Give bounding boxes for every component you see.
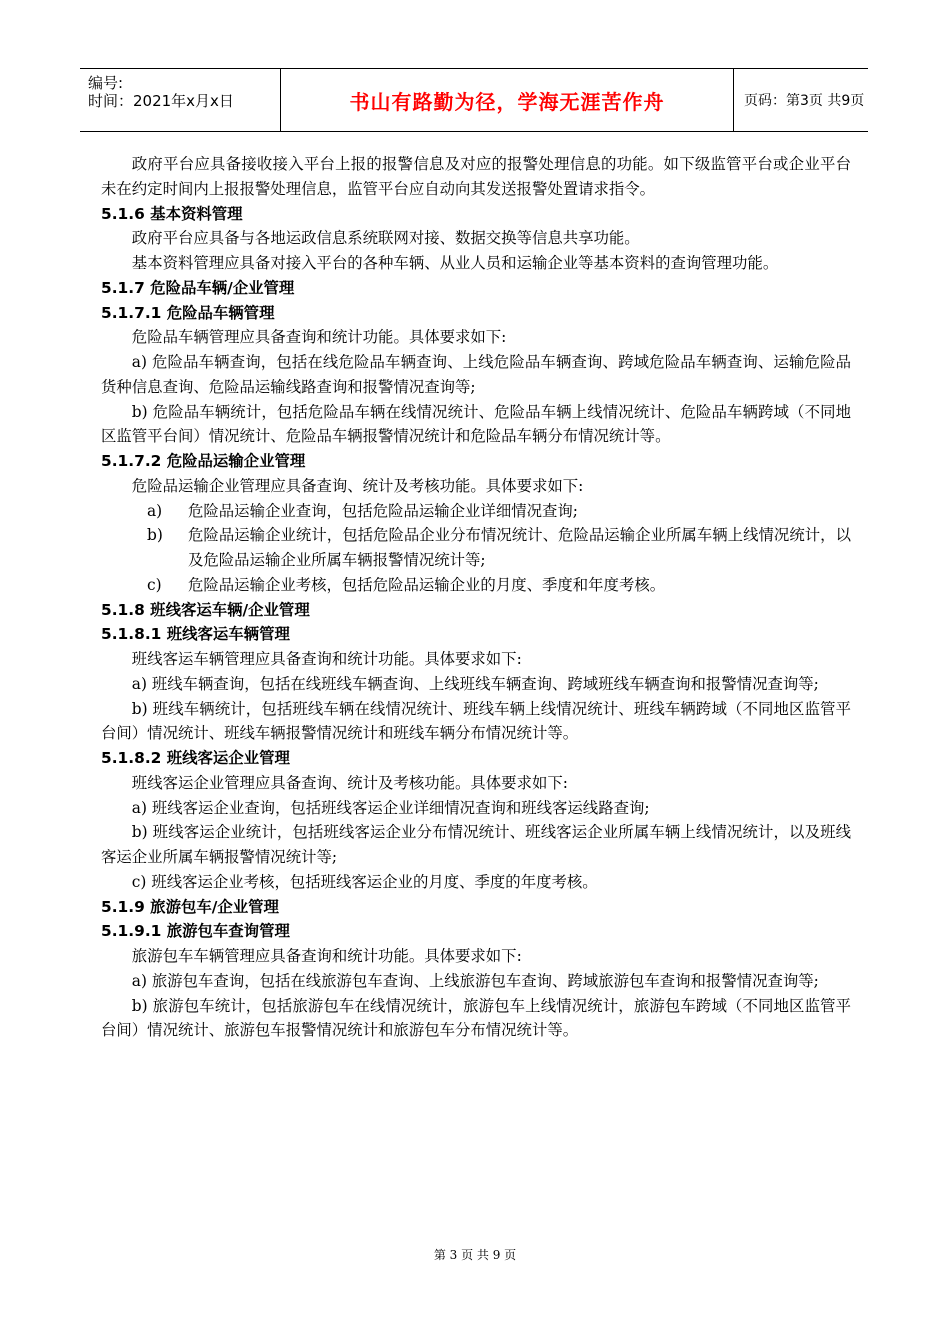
paragraph: 政府平台应具备接收接入平台上报的报警信息及对应的报警处理信息的功能。如下级监管平台或企业平台未在约定时间内上报报警处理信息，监管平台应自动向其发送报警处置请求指令。 <box>101 155 851 198</box>
list-item-text: 危险品运输企业考核，包括危险品运输企业的月度、季度和年度考核。 <box>188 575 666 594</box>
header-page-number: 页码：第3页 共9页 <box>744 93 865 109</box>
list-paragraph: b) 班线客运企业统计，包括班线客运企业分布情况统计、班线客运企业所属车辆上线情况统计，以及班线客运企业所属车辆报警情况统计等; <box>101 823 851 866</box>
paragraph: 基本资料管理应具备对接入平台的各种车辆、从业人员和运输企业等基本资料的查询管理功能。 <box>131 254 779 272</box>
list-marker: a) <box>147 501 163 520</box>
paragraph: 班线客运企业管理应具备查询、统计及考核功能。具体要求如下: <box>131 773 568 792</box>
subsection-heading: 5.1.7.2 危险品运输企业管理 <box>101 452 306 470</box>
header-page-cell <box>734 69 868 131</box>
list-paragraph: b) 危险品车辆统计，包括危险品车辆在线情况统计、危险品车辆上线情况统计、危险品车辆跨域（不同地区监管平台间）情况统计、危险品车辆报警情况统计和危险品车辆分布情况统计等。 <box>101 402 851 446</box>
list-item-text: 危险品运输企业查询，包括危险品运输企业详细情况查询; <box>188 501 578 520</box>
list-paragraph: b) 班线车辆统计，包括班线车辆在线情况统计、班线车辆上线情况统计、班线车辆跨域（不同地区监管平台间）情况统计、班线车辆报警情况统计和班线车辆分布情况统计等。 <box>101 699 851 743</box>
subsection-heading: 5.1.8.1 班线客运车辆管理 <box>101 625 290 644</box>
list-item-text: 危险品运输企业统计，包括危险品企业分布情况统计、危险品运输企业所属车辆上线情况统计，以及危险品运输企业所属车辆报警情况统计等; <box>188 526 851 569</box>
paragraph: 班线客运车辆管理应具备查询和统计功能。具体要求如下: <box>131 650 522 668</box>
section-heading: 5.1.9 旅游包车/企业管理 <box>101 897 279 916</box>
list-item <box>101 573 851 598</box>
paragraph: 政府平台应具备与各地运政信息系统联网对接、数据交换等信息共享功能。 <box>131 229 640 248</box>
list-marker: b) <box>147 526 163 545</box>
document-number-label: 编号: <box>88 74 124 92</box>
list-marker: c) <box>147 575 162 594</box>
paragraph: 旅游包车车辆管理应具备查询和统计功能。具体要求如下: <box>131 947 522 965</box>
subsection-heading: 5.1.7.1 危险品车辆管理 <box>101 303 275 322</box>
list-paragraph: b) 旅游包车统计，包括旅游包车在线情况统计，旅游包车上线情况统计，旅游包车跨域（不同地区监管平台间）情况统计、旅游包车报警情况统计和旅游包车分布情况统计等。 <box>101 996 851 1040</box>
list-paragraph: a) 危险品车辆查询，包括在线危险品车辆查询、上线危险品车辆查询、跨域危险品车辆查询、运输危险品货种信息查询、危险品运输线路查询和报警情况查询等; <box>101 353 851 396</box>
paragraph: 危险品运输企业管理应具备查询、统计及考核功能。具体要求如下: <box>131 476 584 495</box>
header-motto-cell <box>280 69 734 131</box>
list-paragraph: a) 班线客运企业查询，包括班线客运企业详细情况查询和班线客运线路查询; <box>131 798 650 817</box>
document-date-label: 时间：2021年x月x日 <box>88 92 234 110</box>
list-paragraph: c) 班线客运企业考核，包括班线客运企业的月度、季度的年度考核。 <box>131 872 598 891</box>
list-paragraph: a) 班线车辆查询，包括在线班线车辆查询、上线班线车辆查询、跨域班线车辆查询和报警情况查询等; <box>131 674 819 693</box>
subsection-heading: 5.1.9.1 旅游包车查询管理 <box>101 922 290 941</box>
header-motto: 书山有路勤为径，学海无涯苦作舟 <box>349 89 665 114</box>
list-item <box>101 499 851 524</box>
header-meta <box>80 69 280 131</box>
section-heading: 5.1.7 危险品车辆/企业管理 <box>101 278 295 297</box>
list-item <box>101 523 851 573</box>
paragraph: 危险品车辆管理应具备查询和统计功能。具体要求如下: <box>131 328 507 347</box>
subsection-heading: 5.1.8.2 班线客运企业管理 <box>101 749 290 767</box>
document-body <box>101 152 851 1043</box>
page-header <box>80 68 868 132</box>
page-footer: 第 3 页 共 9 页 <box>433 1248 517 1262</box>
list-paragraph: a) 旅游包车查询，包括在线旅游包车查询、上线旅游包车查询、跨域旅游包车查询和报警情况查询等; <box>131 971 819 990</box>
section-heading: 5.1.6 基本资料管理 <box>101 204 243 223</box>
section-heading: 5.1.8 班线客运车辆/企业管理 <box>101 600 310 619</box>
